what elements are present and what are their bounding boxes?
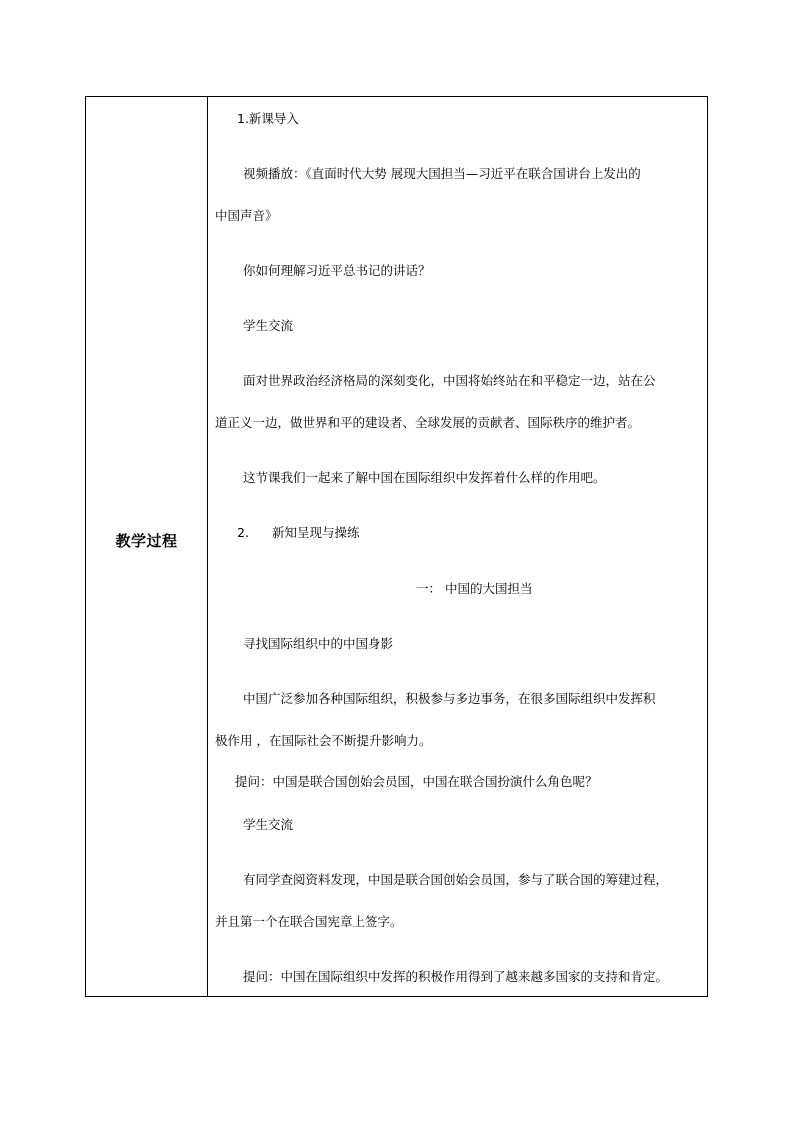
- line-paragraph-3: 有同学查阅资料发现，中国是联合国创始会员国，参与了联合国的筹建过程，: [243, 872, 669, 887]
- line-student-exchange-2: 学生交流: [243, 817, 294, 832]
- line-search: 寻找国际组织中的中国身影: [243, 636, 394, 651]
- section-label: 教学过程: [115, 532, 178, 550]
- line-student-exchange: 学生交流: [243, 318, 294, 333]
- line-subheading: 一： 中国的大国担当: [416, 581, 533, 596]
- label-cell: [86, 97, 207, 996]
- line-question-3: 提问：中国在国际组织中发挥的积极作用得到了越来越多国家的支持和肯定。: [243, 969, 669, 984]
- line-video-cont: 中国声音》: [215, 208, 278, 223]
- line-transition: 这节课我们一起来了解中国在国际组织中发挥着什么样的作用吧。: [243, 470, 606, 485]
- line-paragraph-2-cont: 极作用 ，在国际社会不断提升影响力。: [215, 733, 432, 748]
- line-section-2-number: 2.: [237, 525, 249, 540]
- line-paragraph-1: 面对世界政治经济格局的深刻变化，中国将始终站在和平稳定一边，站在公: [243, 373, 656, 388]
- line-intro-heading: 1.新课导入: [237, 111, 299, 126]
- line-section-2-title: 新知呈现与操练: [272, 525, 360, 540]
- line-paragraph-3-cont: 并且第一个在联合国宪章上签字。: [215, 914, 403, 929]
- lesson-table: [85, 96, 708, 997]
- line-video: 视频播放：《直面时代大势 展现大国担当—习近平在联合国讲台上发出的: [243, 166, 641, 181]
- line-question-2: 提问：中国是联合国创始会员国，中国在联合国扮演什么角色呢？: [235, 774, 598, 789]
- line-paragraph-2: 中国广泛参加各种国际组织，积极参与多边事务，在很多国际组织中发挥积: [243, 691, 656, 706]
- content-cell: [208, 97, 707, 996]
- line-question: 你如何理解习近平总书记的讲话？: [243, 263, 431, 278]
- line-paragraph-1-cont: 道正义一边，做世界和平的建设者、全球发展的贡献者、国际秩序的维护者。: [215, 415, 641, 430]
